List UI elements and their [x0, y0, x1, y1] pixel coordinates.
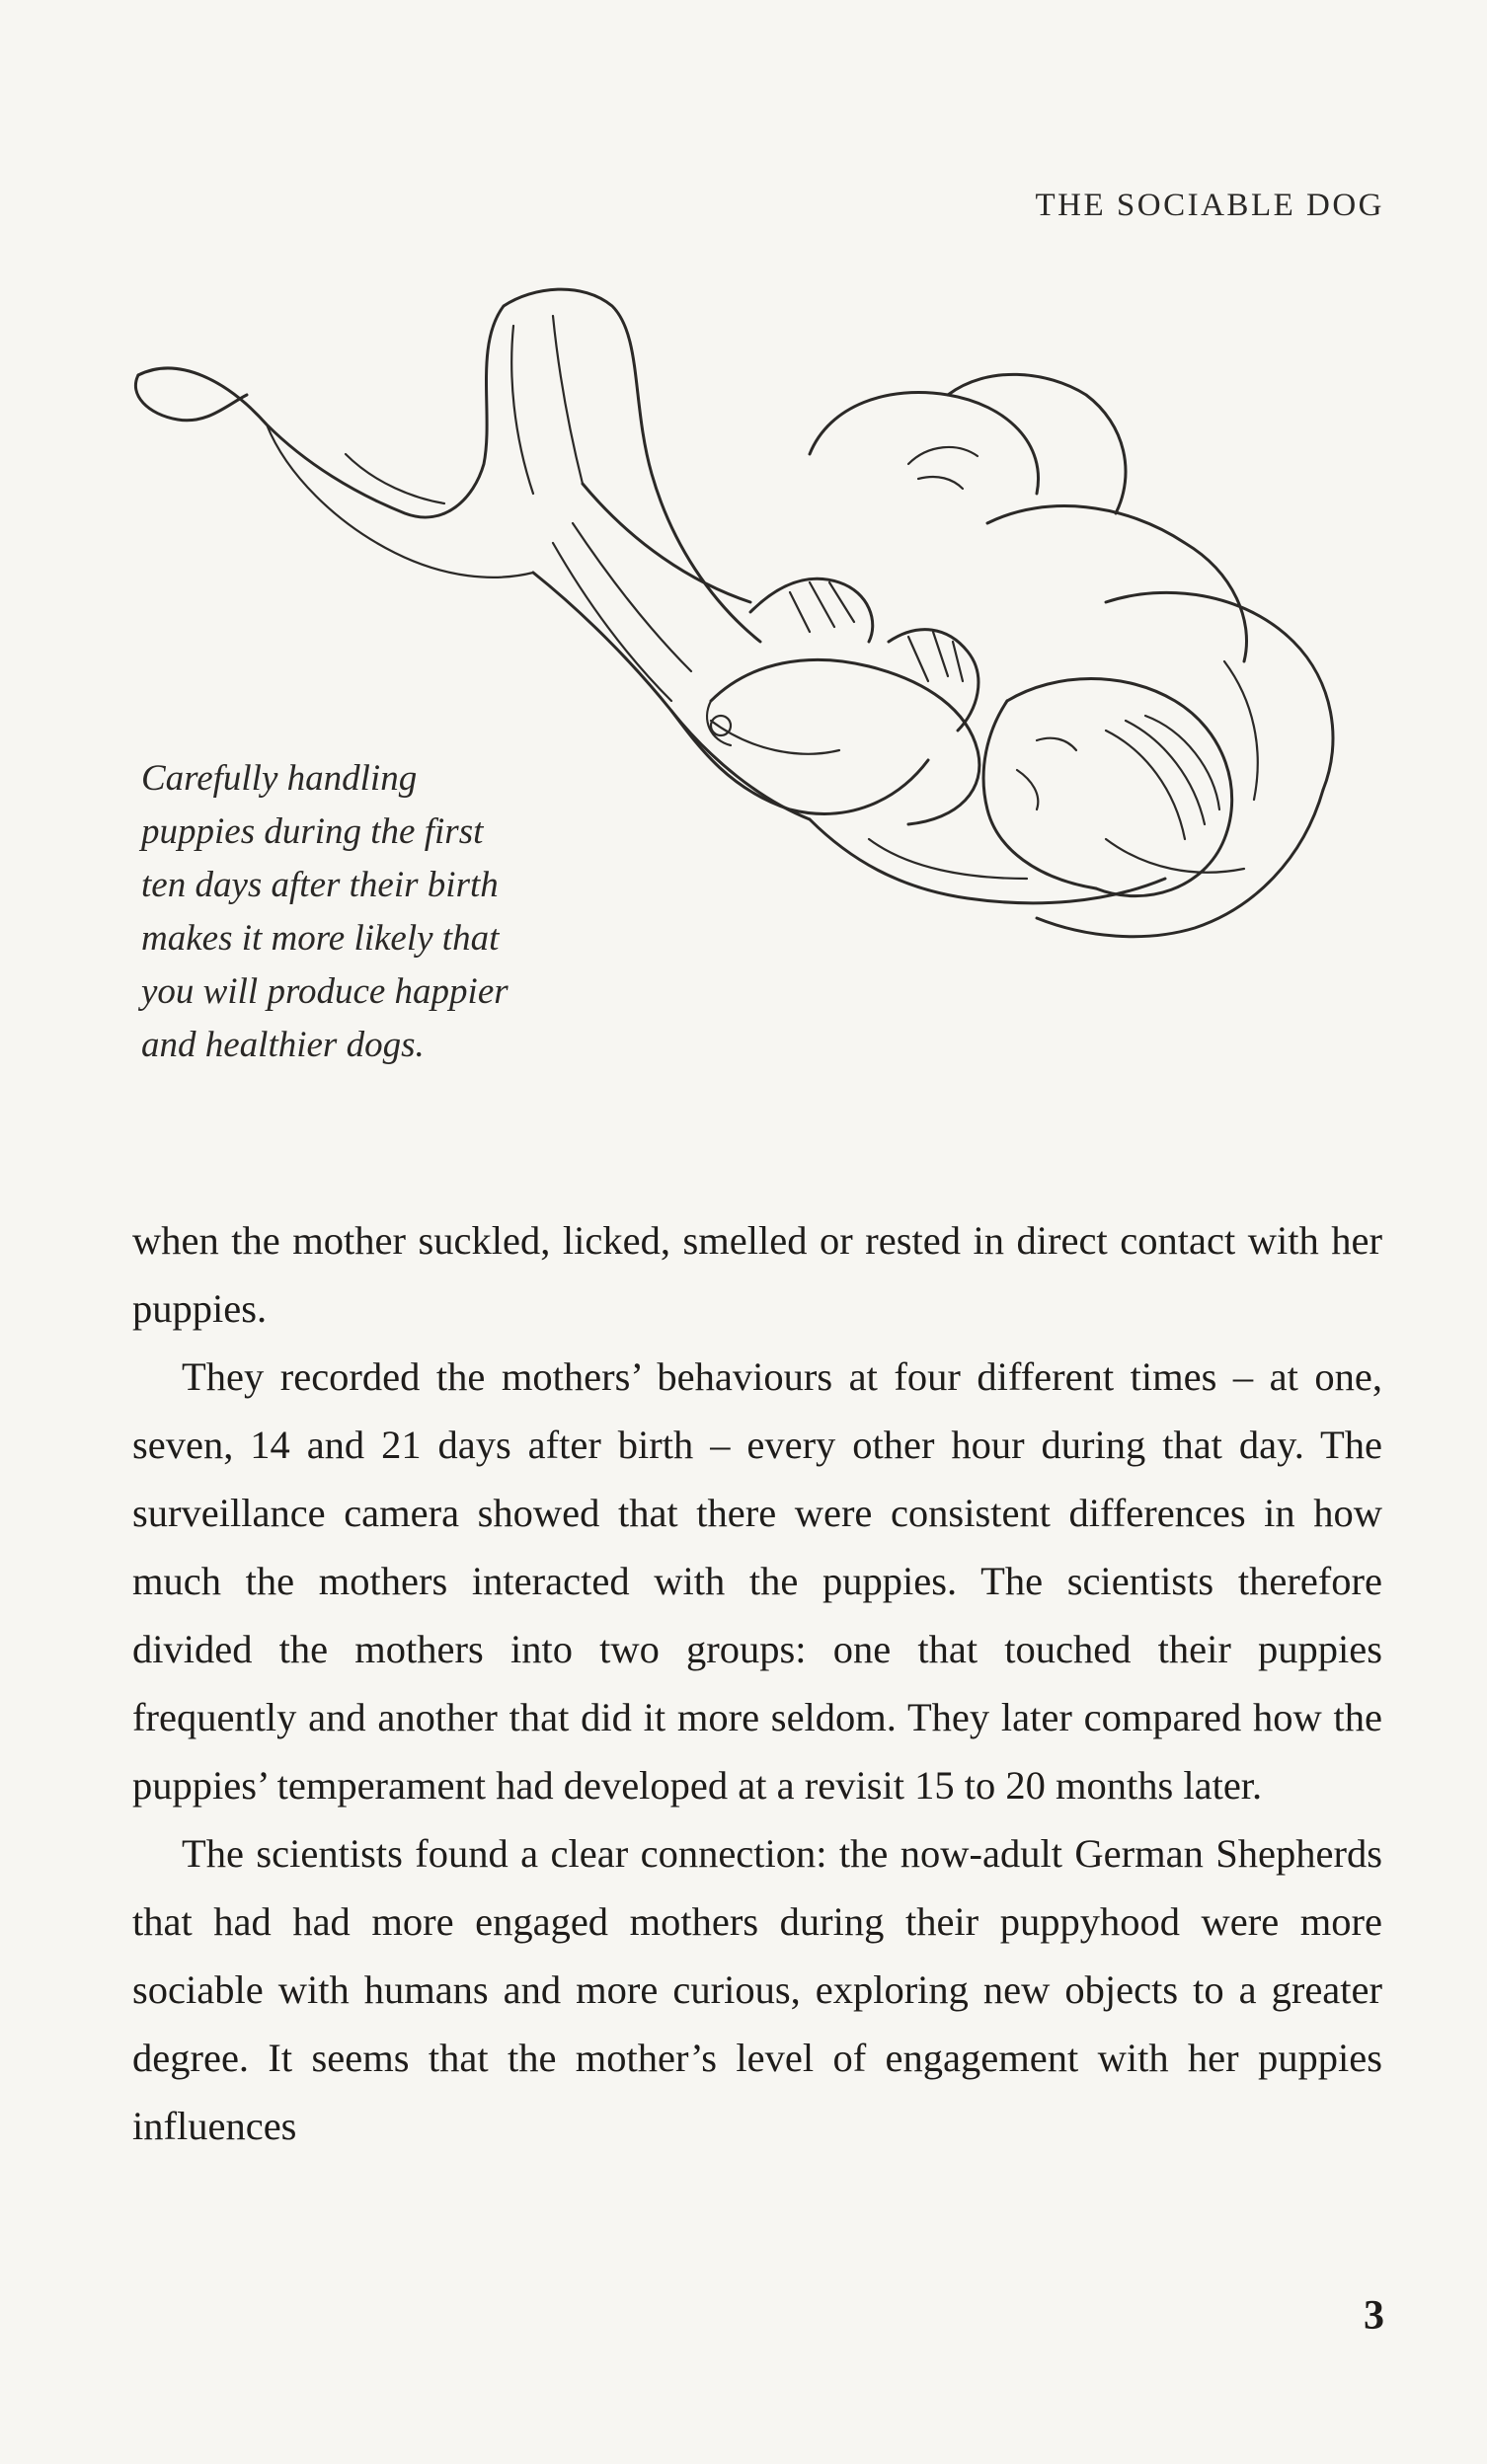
paragraph: They recorded the mothers’ behaviours at four different times – at one, seven, 14 and 21 days after birth – every other hour during that day. The surveillance camera showed that there were consistent differences in how much the mothers interacted with the puppies. The scientists therefore divided the mothers into two groups: one that touched their puppies frequently and another that did it more seldom. They later compared how the puppies’ temperament had developed at a revisit 15 to 20 months later. — [132, 1354, 1382, 1808]
caption-line: you will produce happier — [141, 971, 509, 1012]
caption-line: Carefully handling — [141, 758, 418, 799]
paragraph: The scientists found a clear connection: the now-adult German Shepherds that had had more engaged mothers during their puppyhood were more sociable with humans and more curious, exploring new objects to a greater degree. It seems that the mother’s level of engagement with her puppies influences — [132, 1831, 1382, 2148]
caption-line: puppies during the first — [141, 811, 484, 852]
page-number: 3 — [1364, 2293, 1384, 2339]
caption-line: and healthier dogs. — [141, 1025, 425, 1065]
figure-caption — [141, 752, 694, 1072]
running-head: THE SOCIABLE DOG — [1035, 188, 1384, 223]
caption-line: ten days after their birth — [141, 865, 499, 905]
paragraph: when the mother suckled, licked, smelled or rested in direct contact with her puppies. — [132, 1218, 1382, 1331]
body-text — [132, 1206, 1382, 2160]
caption-line: makes it more likely that — [141, 918, 500, 959]
